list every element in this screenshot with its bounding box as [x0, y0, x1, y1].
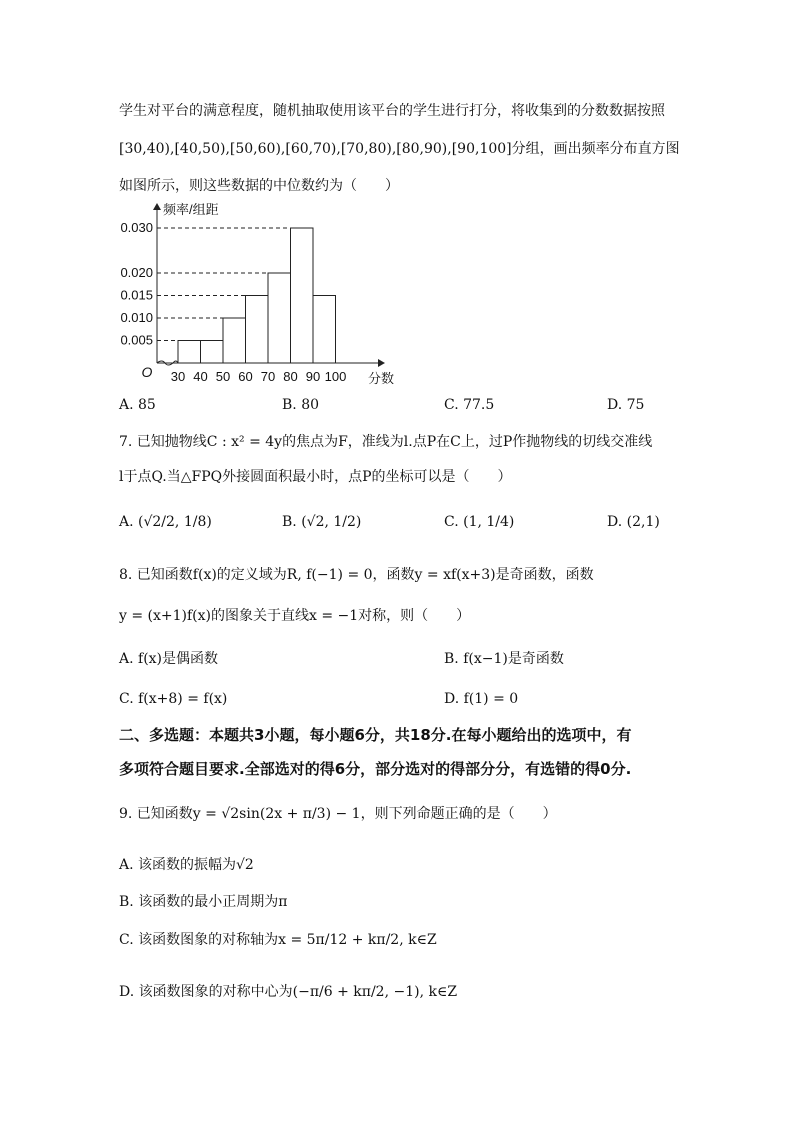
q6-line-1: 学生对平台的满意程度，随机抽取使用该平台的学生进行打分，将收集到的分数数据按照 — [119, 103, 665, 119]
x-tick-label: 60 — [238, 369, 253, 384]
histogram-bar — [291, 228, 314, 363]
q6-option-c[interactable]: C. 77.5 — [444, 397, 495, 413]
histogram-bar — [178, 341, 201, 364]
q9-stem: 9. 已知函数y = √2sin(2x + π/3) − 1，则下列命题正确的是（ ） — [119, 806, 557, 822]
q7-option-c[interactable]: C. (1, 1/4) — [444, 514, 515, 530]
y-tick-label: 0.005 — [120, 332, 153, 348]
section2-heading-line-1: 二、多选题：本题共3小题，每小题6分，共18分.在每小题给出的选项中，有 — [119, 726, 632, 744]
x-tick-label: 100 — [324, 369, 347, 384]
q8-option-a[interactable]: A. f(x)是偶函数 — [119, 651, 219, 667]
x-axis-label: 分数 — [368, 371, 395, 386]
q7-option-b[interactable]: B. (√2, 1/2) — [282, 514, 362, 530]
histogram-bar — [223, 318, 246, 363]
q9-option-a[interactable]: A. 该函数的振幅为√2 — [119, 857, 254, 873]
section2-heading-line-2: 多项符合题目要求.全部选对的得6分，部分选对的得部分分，有选错的得0分. — [119, 760, 632, 778]
origin-label: O — [141, 364, 153, 380]
y-tick-label: 0.010 — [120, 310, 153, 325]
q6-option-a[interactable]: A. 85 — [119, 397, 156, 413]
q7-option-d[interactable]: D. (2,1) — [607, 514, 660, 530]
histogram-bar — [268, 273, 291, 363]
x-tick-label: 80 — [283, 369, 298, 384]
q6-line-2: [30,40),[40,50),[50,60),[60,70),[70,80),[80,90),[90,100]分组，画出频率分布直方图 — [119, 141, 680, 157]
q8-option-d[interactable]: D. f(1) = 0 — [444, 691, 519, 707]
y-tick-label: 0.020 — [120, 265, 153, 280]
q9-option-b[interactable]: B. 该函数的最小正周期为π — [119, 894, 288, 910]
q9-option-c[interactable]: C. 该函数图象的对称轴为x = 5π/12 + kπ/2, k∈Z — [119, 932, 437, 948]
q7-line-2: l于点Q.当△FPQ外接圆面积最小时，点P的坐标可以是（ ） — [119, 469, 512, 485]
q9-option-d[interactable]: D. 该函数图象的对称中心为(−π/6 + kπ/2, −1), k∈Z — [119, 984, 458, 1000]
histogram-bar — [313, 296, 336, 364]
q7-option-a[interactable]: A. (√2/2, 1/8) — [119, 514, 212, 530]
q8-line-2: y = (x+1)f(x)的图象关于直线x = −1对称，则（ ） — [119, 608, 471, 624]
q8-option-b[interactable]: B. f(x−1)是奇函数 — [444, 651, 564, 667]
y-tick-label: 0.015 — [120, 287, 153, 303]
q6-option-b[interactable]: B. 80 — [282, 397, 320, 413]
q6-option-d[interactable]: D. 75 — [607, 397, 645, 413]
x-tick-label: 90 — [305, 369, 321, 384]
x-tick-label: 40 — [193, 369, 208, 384]
q8-option-c[interactable]: C. f(x+8) = f(x) — [119, 691, 228, 707]
y-tick-label: 0.030 — [120, 220, 153, 235]
x-tick-label: 50 — [215, 369, 231, 384]
q8-line-1: 8. 已知函数f(x)的定义域为R, f(−1) = 0，函数y = xf(x+3)是奇函数，函数 — [119, 567, 594, 583]
y-axis-label: 频率/组距 — [163, 202, 219, 217]
axis-break-mark — [157, 361, 178, 365]
x-axis-arrow — [378, 359, 385, 367]
x-tick-label: 30 — [170, 369, 186, 384]
q7-line-1: 7. 已知抛物线C : x² = 4y的焦点为F，准线为l.点P在C上，过P作抛物线的切线交准线 — [119, 434, 653, 450]
q6-line-3: 如图所示，则这些数据的中位数约为（ ） — [119, 178, 399, 194]
y-axis-arrow — [153, 203, 161, 210]
x-tick-label: 70 — [260, 369, 276, 384]
histogram-bar — [201, 341, 224, 364]
histogram-bar — [246, 296, 269, 364]
